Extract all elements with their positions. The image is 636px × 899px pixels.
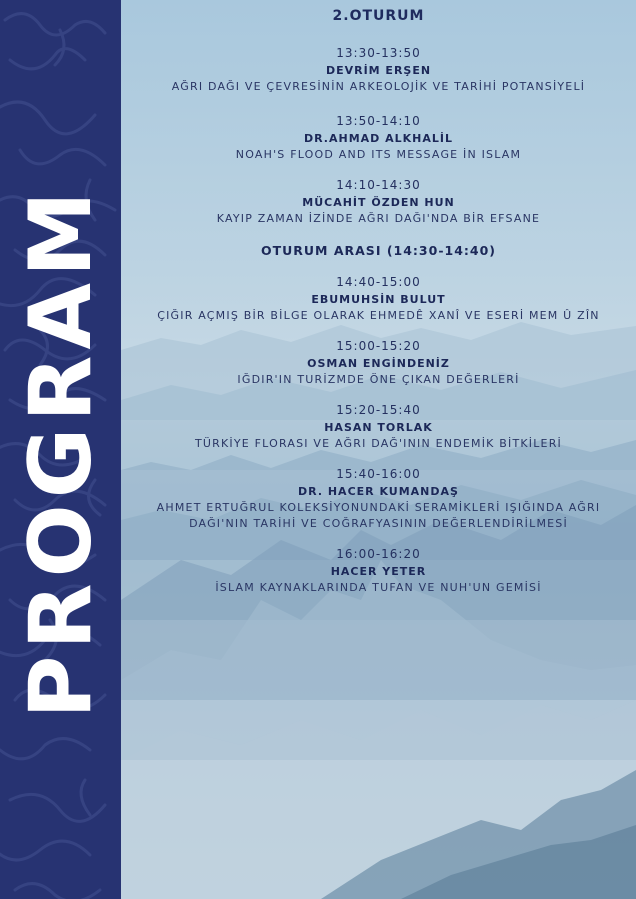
- sidebar-band: [0, 0, 121, 899]
- slot-topic: AĞRI DAĞI VE ÇEVRESİNİN ARKEOLOJİK VE TARİHİ POTANSİYELİ: [171, 80, 586, 93]
- slot-time: 16:00-16:20: [336, 547, 421, 561]
- slot-topic: ÇIĞIR AÇMIŞ BİR BİLGE OLARAK EHMEDÊ XANÎ VE ESERİ MEM Û ZÎN: [157, 309, 600, 322]
- slot-topic: TÜRKİYE FLORASI VE AĞRI DAĞ'ININ ENDEMİK BİTKİLERİ: [195, 437, 562, 450]
- slot-speaker: MÜCAHİT ÖZDEN HUN: [302, 196, 455, 209]
- slot-time: 13:30-13:50: [336, 46, 421, 60]
- slot-topic-line-2: DAĞI'NIN TARİHİ VE COĞRAFYASININ DEĞERLENDİRİLMESİ: [189, 517, 568, 530]
- slot-topic-line-1: AHMET ERTUĞRUL KOLEKSİYONUNDAKİ SERAMİKLERİ IŞIĞINDA AĞRI: [156, 501, 601, 514]
- slot-time: 15:20-15:40: [336, 403, 421, 417]
- slot-topic: NOAH'S FLOOD AND ITS MESSAGE İN ISLAM: [235, 148, 522, 161]
- slot-speaker: OSMAN ENGİNDENİZ: [307, 357, 450, 370]
- slot-topic: KAYIP ZAMAN İZİNDE AĞRI DAĞI'NDA BİR EFSANE: [216, 212, 541, 225]
- program-vertical-title: PROGRAM: [11, 185, 111, 719]
- slot-speaker: HASAN TORLAK: [324, 421, 433, 434]
- session-title: 2.OTURUM: [332, 8, 425, 24]
- slot-speaker: DEVRİM ERŞEN: [325, 64, 432, 77]
- program-slot: [121, 338, 636, 388]
- program-slot: [121, 274, 636, 324]
- slot-topic: IĞDIR'IN TURİZMDE ÖNE ÇIKAN DEĞERLERİ: [237, 373, 520, 386]
- slot-speaker: EBUMUHSİN BULUT: [311, 293, 446, 306]
- program-slot: [121, 466, 636, 532]
- main-panel: [121, 0, 636, 899]
- slot-speaker: HACER YETER: [330, 565, 427, 578]
- slot-time: 14:40-15:00: [336, 275, 421, 289]
- program-slot: [121, 177, 636, 227]
- slot-time: 15:40-16:00: [336, 467, 421, 481]
- slot-speaker: DR. HACER KUMANDAŞ: [298, 485, 459, 498]
- slot-time: 13:50-14:10: [336, 114, 421, 128]
- slot-time: 14:10-14:30: [336, 178, 421, 192]
- slot-topic: İSLAM KAYNAKLARINDA TUFAN VE NUH'UN GEMİSİ: [215, 581, 542, 594]
- session-break-label: OTURUM ARASI (14:30-14:40): [260, 243, 497, 258]
- program-slot: [121, 546, 636, 596]
- slot-speaker: DR.AHMAD ALKHALİL: [304, 132, 453, 145]
- program-slot: [121, 113, 636, 163]
- slot-time: 15:00-15:20: [336, 339, 421, 353]
- program-slot: [121, 45, 636, 95]
- program-slot: [121, 402, 636, 452]
